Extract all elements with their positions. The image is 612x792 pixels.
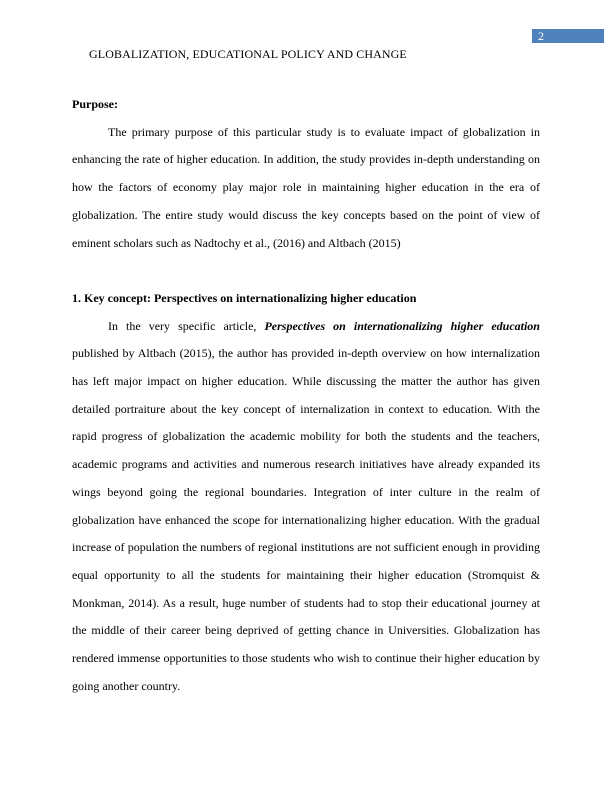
section-1-heading: 1. Key concept: Perspectives on internationalizing higher education (72, 290, 417, 305)
page-number-badge (532, 29, 604, 43)
section-1-paragraph (72, 313, 540, 701)
section-1-lead: In the very specific article, (108, 318, 265, 333)
purpose-paragraph: The primary purpose of this particular study is to evaluate impact of globalization in enhancing the rate of higher education. In addition, the study provides in-depth understanding on how the factors of economy play major role in maintaining higher education in the era of globalization. The entire study would discuss the key concepts based on the point of view of eminent scholars such as Nadtochy et al., (2016) and Altbach (2015) (72, 124, 540, 250)
section-spacer (72, 257, 540, 285)
document-body (72, 91, 540, 700)
running-head: GLOBALIZATION, EDUCATIONAL POLICY AND CHANGE (89, 47, 407, 61)
page-number: 2 (538, 29, 544, 43)
article-title: Perspectives on internationalizing higher education (264, 318, 540, 333)
purpose-heading: Purpose: (72, 97, 118, 111)
section-1-body: published by Altbach (2015), the author has provided in-depth overview on how internalization has left major impact on higher education. While discussing the matter the author has given detailed portraiture about the key concept of internalization in context to education. With the rapid progress of globalization the academic mobility for both the students and the teachers, academic programs and activities and numerous research initiatives have already expanded its wings beyond going the regional boundaries. Integration of inter culture in the realm of globalization have enhanced the scope for internationalizing higher education. With the gradual increase of population the numbers of regional institutions are not sufficient enough in providing equal opportunity to all the students for maintaining their higher education (Stromquist & Monkman, 2014). As a result, huge number of students had to stop their educational journey at the middle of their career being deprived of getting chance in Universities. Globalization has rendered immense opportunities to those students who wish to continue their higher education by going another country. (72, 346, 540, 693)
